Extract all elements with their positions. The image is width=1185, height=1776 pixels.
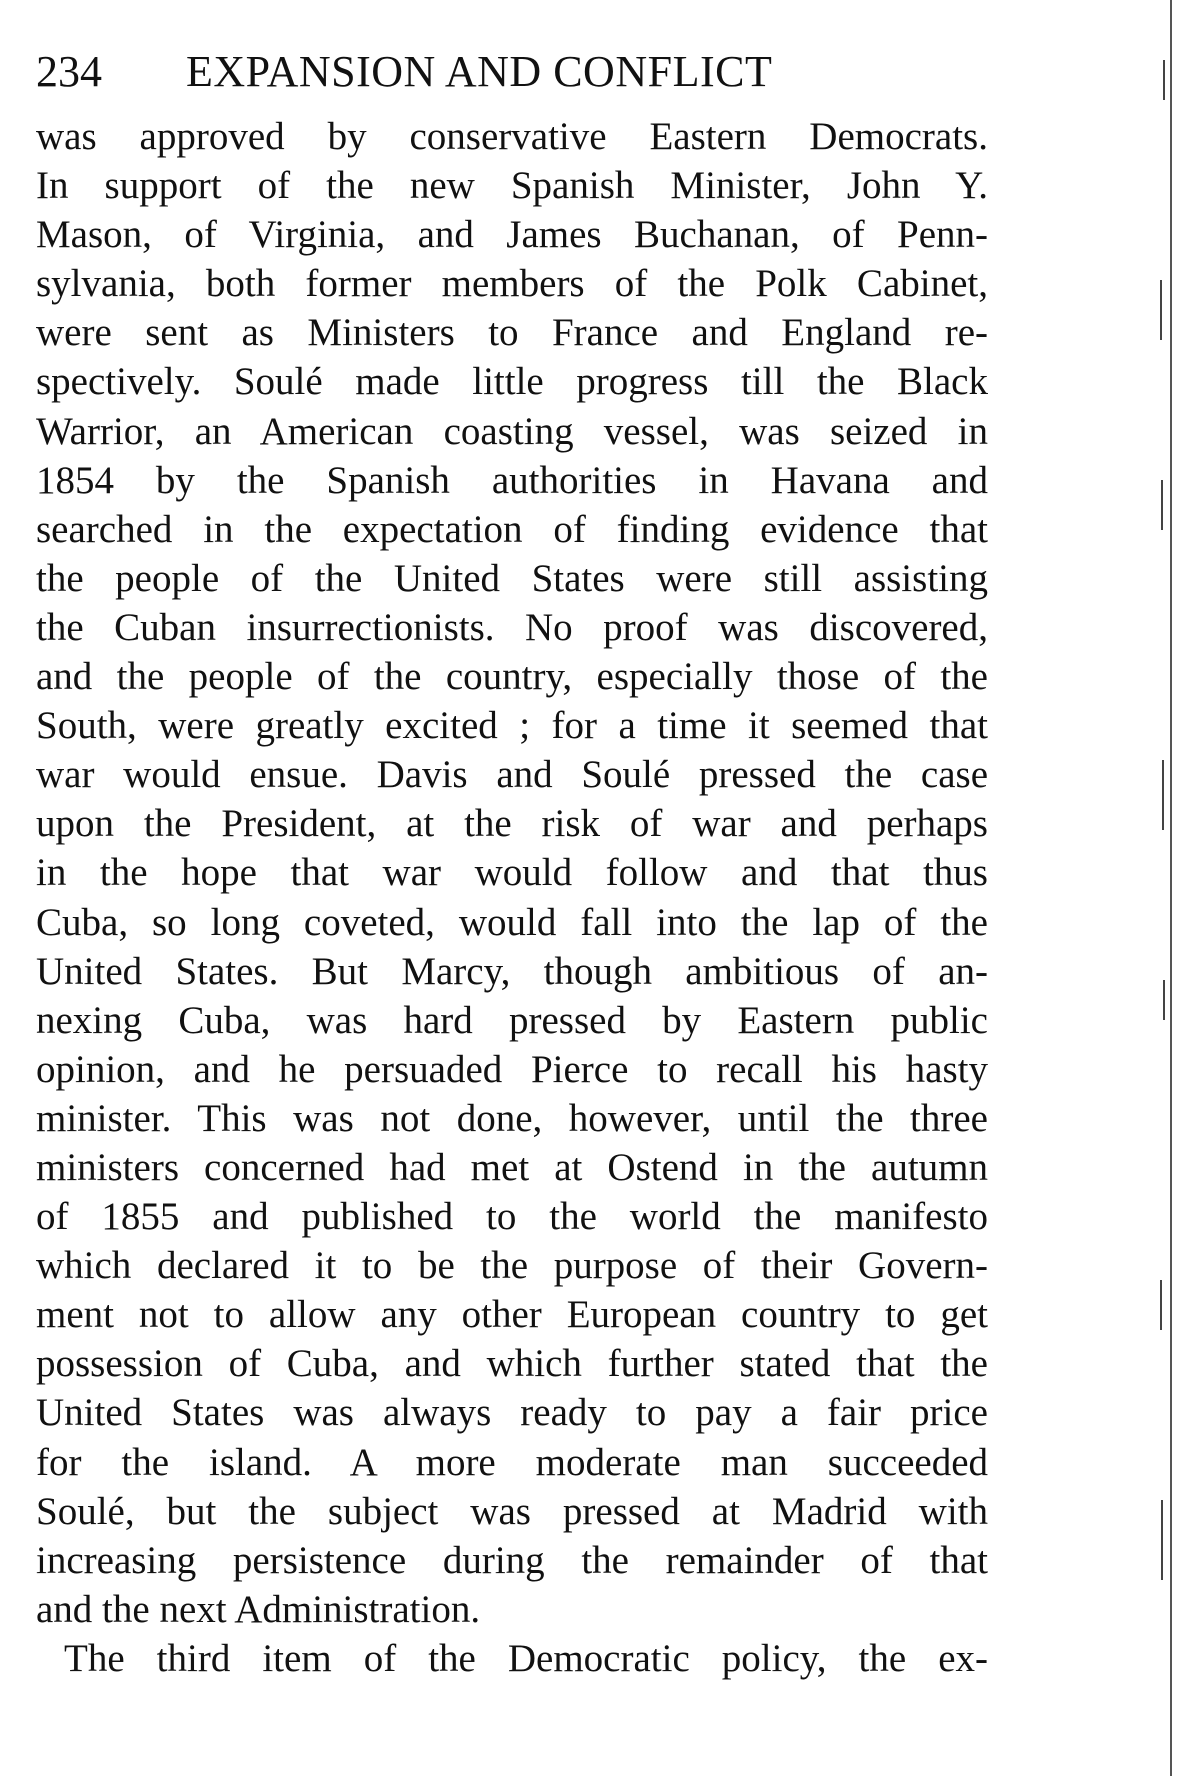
text-line: the Cuban insurrectionists. No proof was discovered,	[36, 605, 988, 649]
body-text	[36, 112, 988, 1683]
text-line: searched in the expectation of finding evidence that	[36, 507, 988, 551]
text-line: minister. This was not done, however, until the three	[36, 1096, 988, 1140]
text-line: upon the President, at the risk of war and perhaps	[36, 802, 988, 846]
paragraph-end-line: and the next Administration.	[36, 1587, 481, 1631]
text-line: in the hope that war would follow and that thus	[36, 851, 988, 895]
running-title: EXPANSION AND CONFLICT	[186, 47, 773, 96]
page-gutter-edge	[1170, 0, 1172, 1776]
gutter-mark	[1163, 980, 1165, 1020]
text-line: and the people of the country, especially those of the	[36, 655, 988, 699]
gutter-mark	[1160, 280, 1162, 340]
text-line: 1854 by the Spanish authorities in Havana and	[36, 458, 988, 502]
gutter-mark	[1161, 1500, 1163, 1580]
running-head	[36, 42, 936, 102]
text-line: Warrior, an American coasting vessel, was seized in	[36, 409, 988, 453]
text-line: Cuba, so long coveted, would fall into the lap of the	[36, 900, 988, 944]
text-line: for the island. A more moderate man succeeded	[36, 1440, 988, 1484]
text-line: possession of Cuba, and which further stated that the	[36, 1342, 988, 1386]
text-line: which declared it to be the purpose of their Govern-	[36, 1244, 988, 1288]
text-line: ment not to allow any other European country to get	[36, 1293, 988, 1337]
text-line: increasing persistence during the remainder of that	[36, 1538, 988, 1582]
text-line: was approved by conservative Eastern Democrats.	[36, 115, 988, 158]
text-line: the people of the United States were still assisting	[36, 556, 988, 600]
text-line: were sent as Ministers to France and England re-	[36, 311, 988, 355]
paragraph-start-line: The third item of the Democratic policy, the ex-	[64, 1636, 988, 1680]
text-line: nexing Cuba, was hard pressed by Eastern public	[36, 998, 988, 1042]
text-line: South, were greatly excited ; for a time it seemed that	[36, 704, 988, 748]
text-line: sylvania, both former members of the Polk Cabinet,	[36, 262, 988, 306]
text-line: United States was always ready to pay a fair price	[36, 1391, 988, 1435]
text-line: ministers concerned had met at Ostend in the autumn	[36, 1145, 988, 1189]
text-line: Soulé, but the subject was pressed at Madrid with	[36, 1489, 988, 1533]
text-line: war would ensue. Davis and Soulé pressed the case	[36, 753, 988, 797]
text-line: In support of the new Spanish Minister, John Y.	[36, 164, 988, 208]
text-line: opinion, and he persuaded Pierce to recall his hasty	[36, 1047, 988, 1091]
gutter-mark	[1161, 480, 1163, 530]
gutter-mark	[1163, 60, 1165, 100]
text-line: United States. But Marcy, though ambitious of an-	[36, 949, 988, 993]
gutter-mark	[1160, 1280, 1162, 1330]
text-line: of 1855 and published to the world the manifesto	[36, 1195, 988, 1239]
gutter-mark	[1162, 760, 1164, 830]
text-line: spectively. Soulé made little progress till the Black	[36, 360, 988, 404]
page-number: 234	[36, 47, 102, 96]
text-line: Mason, of Virginia, and James Buchanan, of Penn-	[36, 213, 988, 257]
